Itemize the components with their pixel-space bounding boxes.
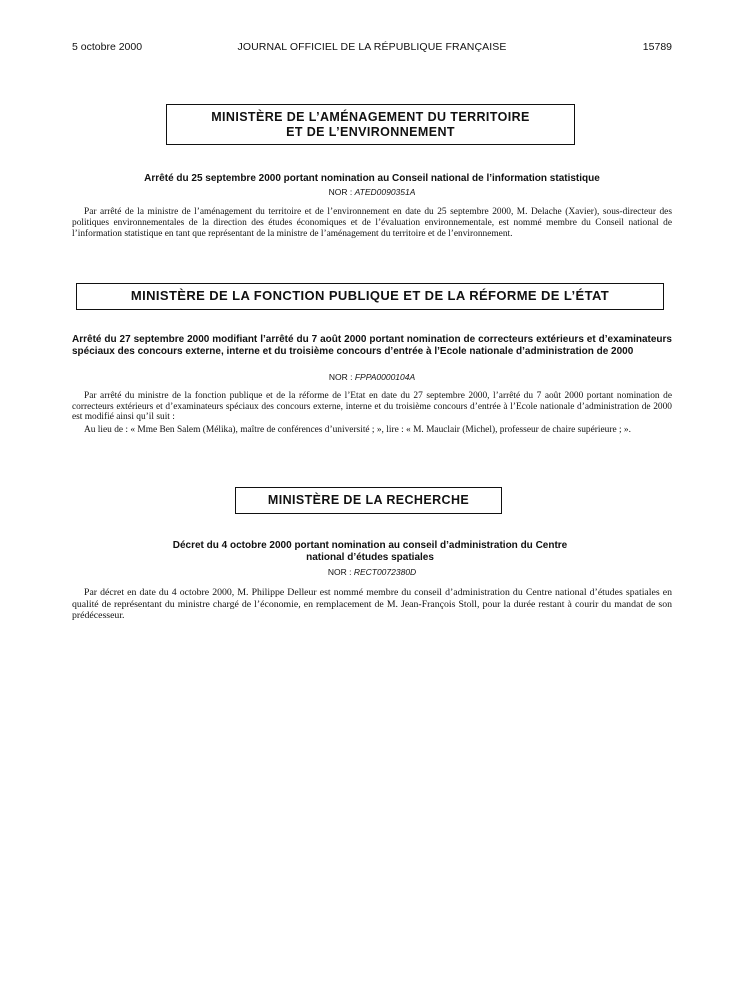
- issue-date: 5 octobre 2000: [72, 41, 143, 53]
- nor-label: NOR :: [328, 187, 353, 197]
- nor-label: NOR :: [327, 567, 352, 577]
- article-title: Décret du 4 octobre 2000 portant nomination au conseil d’administration du Centre national d’études spatiales: [172, 540, 568, 563]
- ministry-heading-line: MINISTÈRE DE LA FONCTION PUBLIQUE ET DE LA RÉFORME DE L’ÉTAT: [130, 288, 610, 303]
- ministry-heading-recherche: [235, 487, 502, 514]
- page-number: 15789: [642, 41, 672, 53]
- ministry-heading-fonction-publique: [76, 283, 664, 310]
- article-title: Arrêté du 27 septembre 2000 modifiant l’arrêté du 7 août 2000 portant nomination de correcteurs extérieurs et d’examinateurs spéciaux des concours externe, interne et du troisième concours d’entrée à l’Ecole nationale d’administration de 2000: [72, 334, 672, 357]
- nor-reference: [72, 187, 672, 197]
- nor-reference: [72, 372, 672, 382]
- nor-code: FPPA0000104A: [354, 372, 416, 382]
- ministry-heading-amenagement: [166, 104, 575, 145]
- nor-reference: [72, 567, 672, 577]
- ministry-heading-line: MINISTÈRE DE LA RECHERCHE: [267, 493, 470, 507]
- article-paragraph: Par décret en date du 4 octobre 2000, M. Philippe Delleur est nommé membre du conseil d’administration du Centre national d’études spatiales en qualité de représentant du ministre chargé de l’économie, en remplacement de M. Jean-François Stoll, pour la durée restant à courir du mandat de son prédécesseur.: [72, 587, 672, 621]
- ministry-heading-line: ET DE L’ENVIRONNEMENT: [286, 125, 455, 139]
- article-paragraph: Par arrêté du ministre de la fonction publique et de la réforme de l’Etat en date du 27 septembre 2000, l’arrêté du 7 août 2000 portant nomination de correcteurs extérieurs et d’examinateurs spéciaux des concours externe, interne et du troisième concours d’entrée à l’Ecole nationale d’administration de 2000 est modifié ainsi qu’il suit :: [72, 391, 672, 422]
- nor-label: NOR :: [328, 372, 353, 382]
- ministry-heading-line: MINISTÈRE DE L’AMÉNAGEMENT DU TERRITOIRE: [211, 110, 530, 124]
- journal-title: JOURNAL OFFICIEL DE LA RÉPUBLIQUE FRANÇAISE: [237, 41, 507, 53]
- running-head: [72, 41, 672, 57]
- article-paragraph: Au lieu de : « Mme Ben Salem (Mélika), maître de conférences d’université ; », lire : « M. Mauclair (Michel), professeur de chaire supérieure ; ».: [84, 425, 631, 435]
- nor-code: ATED0090351A: [354, 187, 416, 197]
- article-title: Arrêté du 25 septembre 2000 portant nomination au Conseil national de l’information statistique: [144, 173, 600, 184]
- article-paragraph: Par arrêté de la ministre de l’aménagement du territoire et de l’environnement en date du 25 septembre 2000, M. Delache (Xavier), sous-directeur des politiques environnementales de la direction des études économiques et de l’évaluation environnementale, est nommé membre du Conseil national de l’information statistique en tant que représentant de la ministre de l’aménagement du territoire et de l’environnement.: [72, 207, 672, 239]
- nor-code: RECT0072380D: [353, 567, 417, 577]
